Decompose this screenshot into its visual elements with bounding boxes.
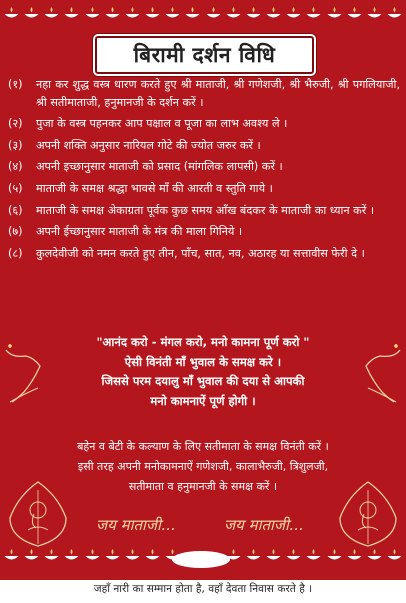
title-box <box>95 36 314 74</box>
step-text: अपनी शक्ति अनुसार नारियल गोटे की ज्योत जरुर करें । <box>36 138 261 152</box>
diya-lamp-icon <box>305 6 322 20</box>
step-number: (७) <box>8 225 23 239</box>
step-text: माताजी के समक्ष अेकाग्रता पूर्वक कुछ समय आँख बंदकर के माताजी का ध्यान करें । <box>36 203 375 217</box>
step-number: (३) <box>8 138 23 152</box>
ganesha-leaf-icon <box>336 480 400 550</box>
step-text: कुलदेवीजी को नमन करते हुए तीन, पाँच, सात, नव, अठारह या सत्तावीस फेरी दे । <box>36 246 365 260</box>
list-item <box>8 115 400 133</box>
diya-lamp-icon <box>366 548 383 562</box>
verse-line: मनो कामनाऐं पूर्ण होगी । <box>150 393 256 408</box>
step-number: (४) <box>8 160 23 174</box>
diya-lamp-icon <box>63 548 80 562</box>
diya-lamp-icon <box>285 6 302 20</box>
step-number: (२) <box>8 117 23 131</box>
diya-lamp-icon <box>164 6 181 20</box>
step-text: माताजी के समक्ष श्रद्धा भावसे माँ की आरती व स्तुति गाये । <box>36 181 273 195</box>
step-number: (६) <box>8 203 23 217</box>
diya-lamp-icon <box>84 6 101 20</box>
list-item <box>8 137 400 155</box>
diya-lamp-icon <box>124 6 141 20</box>
list-item <box>8 245 400 263</box>
diya-lamp-icon <box>346 548 363 562</box>
list-item <box>8 158 400 176</box>
diya-lamp-icon <box>326 6 343 20</box>
verse-line: "आनंद करो - मंगल करो, मनो कामना पूर्ण करो " <box>96 335 310 349</box>
note-line: इसी तरह अपनी मनोकामनाऐं गणेशजी, कालाभैरुजी, त्रिशुलजी, <box>77 460 329 473</box>
hand-diya-icon <box>362 336 402 408</box>
diya-lamp-icon <box>144 6 161 20</box>
diya-lamp-icon <box>124 548 141 562</box>
diya-lamp-icon <box>43 548 60 562</box>
jai-mataji-text: जय माताजी... <box>96 516 176 534</box>
diya-lamp-icon <box>3 548 20 562</box>
diya-lamp-icon <box>84 548 101 562</box>
diya-lamp-icon <box>366 6 383 20</box>
note-line: सतीमाता व हनुमानजी के समक्ष करें । <box>128 480 278 493</box>
ganesha-leaf-icon <box>6 480 70 550</box>
diya-lamp-icon <box>104 548 121 562</box>
diya-lamp-icon <box>285 548 302 562</box>
diya-lamp-icon <box>144 548 161 562</box>
step-text: पुजा के वस्त्र पहनकर आप पक्षाल व पूजा का लाभ अवश्य ले । <box>36 117 288 131</box>
jai-mataji-text: जय माताजी... <box>224 516 304 534</box>
diya-lamp-icon <box>23 6 40 20</box>
diya-lamp-icon <box>43 6 60 20</box>
page-title: बिरामी दर्शन विधि <box>133 43 276 67</box>
hand-diya-icon <box>4 336 44 408</box>
diya-lamp-icon <box>386 548 403 562</box>
diya-lamp-icon <box>23 548 40 562</box>
list-item <box>8 180 400 198</box>
step-number: (८) <box>8 246 23 260</box>
diya-lamp-icon <box>104 6 121 20</box>
diya-lamp-icon <box>225 6 242 20</box>
list-item <box>8 202 400 220</box>
diya-lamp-icon <box>3 6 20 20</box>
diya-lamp-icon <box>326 548 343 562</box>
lamp-border-top <box>0 6 406 24</box>
diya-lamp-icon <box>63 6 80 20</box>
list-item <box>8 76 400 111</box>
diya-lamp-icon <box>305 548 322 562</box>
diya-lamp-icon <box>205 6 222 20</box>
step-number: (१) <box>8 78 23 91</box>
center-oval <box>172 551 230 568</box>
diya-lamp-icon <box>386 6 403 20</box>
note-paragraph <box>30 437 376 497</box>
prayer-verse <box>40 333 366 411</box>
verse-line: ऐसी विनंती माँ भुवाल के समक्ष करे । <box>124 354 282 369</box>
list-item <box>8 223 400 241</box>
step-number: (५) <box>8 181 23 195</box>
diya-lamp-icon <box>245 548 262 562</box>
diya-lamp-icon <box>346 6 363 20</box>
note-line: बहेन व बेटी के कल्याण के लिए सतीमाता के समक्ष विनंती करें । <box>77 440 329 453</box>
step-text: अपनी ईच्छानुसार माताजी के मंत्र की माला गिनिये । <box>36 225 243 239</box>
diya-lamp-icon <box>184 6 201 20</box>
step-text: नहा कर शुद्ध वस्त्र धारण करते हुए श्री माताजी, श्री गणेशजी, श्री भैरुजी, श्री पगलियाजी, श्री सतीमाताजी, हनुमानजी के दर्शन करें । <box>36 78 400 109</box>
steps-list <box>8 76 400 266</box>
verse-line: जिससे परम दयालु माँ भुवाल की दया से आपकी <box>101 374 305 388</box>
step-text: अपनी इच्छानुसार माताजी को प्रसाद (मांगलिक लापसी) करें । <box>36 160 283 174</box>
diya-lamp-icon <box>265 548 282 562</box>
footer-quote: जहाँ नारी का सम्मान होता है, वहाँ देवता निवास करते है । <box>93 583 313 595</box>
diya-lamp-icon <box>245 6 262 20</box>
diya-lamp-icon <box>265 6 282 20</box>
